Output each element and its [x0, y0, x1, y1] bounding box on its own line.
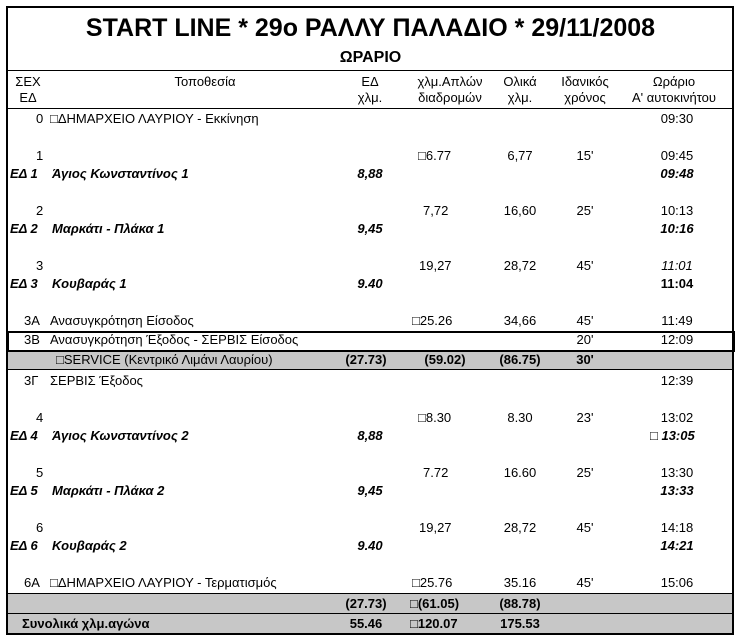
total-grand-total: 175.53 [500, 616, 540, 631]
simple-5: 7.72 [423, 465, 449, 480]
tc-ed1: ΕΔ 1 [10, 166, 38, 181]
col-location-header: Τοποθεσία [174, 74, 236, 89]
ed-grand-total: 55.46 [349, 616, 383, 631]
loc-grand-total: Συνολικά χλμ.αγώνα [22, 616, 150, 631]
loc-ed3: Κουβαράς 1 [52, 276, 127, 291]
loc-service: □SERVICE (Κεντρικό Λιμάνι Λαυρίου) [56, 352, 273, 367]
tc-3g: 3Γ [24, 373, 39, 388]
tc-6a: 6Α [24, 575, 40, 590]
tc-3b: 3Β [24, 332, 40, 347]
ed-ed6: 9.40 [357, 538, 383, 553]
subtotal-band-top [6, 593, 734, 594]
time-2: 10:13 [660, 203, 694, 218]
ed-ed3: 9.40 [357, 276, 383, 291]
ed-ed1: 8,88 [357, 166, 383, 181]
ideal-4: 23' [576, 410, 594, 425]
ed-service: (27.73) [345, 352, 387, 367]
ed-subtotal: (27.73) [345, 596, 387, 611]
time-ed2: 10:16 [660, 221, 694, 236]
simple-1: □6.77 [418, 148, 452, 163]
loc-ed6: Κουβαράς 2 [52, 538, 127, 553]
tc-0: 0 [36, 111, 44, 126]
tc-2: 2 [36, 203, 44, 218]
time-5: 13:30 [660, 465, 694, 480]
simple-2: 7,72 [423, 203, 449, 218]
col-total-header: Ολικά χλμ. [503, 74, 537, 105]
tc-4: 4 [36, 410, 44, 425]
time-4: 13:02 [660, 410, 694, 425]
time-0: 09:30 [660, 111, 694, 126]
ideal-3: 45' [576, 258, 594, 273]
simple-3a: □25.26 [412, 313, 453, 328]
ideal-1: 15' [576, 148, 594, 163]
tc-ed5: ΕΔ 5 [10, 483, 38, 498]
frame-bottom [6, 633, 734, 635]
simple-6: 19,27 [419, 520, 452, 535]
frame-top [6, 6, 734, 8]
total-subtotal: (88.78) [499, 596, 541, 611]
tc-ed6: ΕΔ 6 [10, 538, 38, 553]
simple-grand-total: □120.07 [410, 616, 458, 631]
ed-ed4: 8,88 [357, 428, 383, 443]
col-ed-header: ΕΔ χλμ. [357, 74, 383, 105]
simple-6a: □25.76 [412, 575, 453, 590]
tc-6: 6 [36, 520, 44, 535]
time-3a: 11:49 [661, 313, 693, 328]
page-title: START LINE * 29ο ΡΑΛΛΥ ΠΑΛΑΔΙΟ * 29/11/2008 [85, 14, 656, 42]
simple-subtotal: □(61.05) [410, 596, 460, 611]
tc-ed4: ΕΔ 4 [10, 428, 38, 443]
loc-ed4: Άγιος Κωνσταντίνος 2 [52, 428, 189, 443]
ideal-6a: 45' [576, 575, 594, 590]
ed-ed2: 9,45 [357, 221, 383, 236]
total-service: (86.75) [499, 352, 541, 367]
loc-6a: □ΔΗΜΑΡΧΕΙΟ ΛΑΥΡΙΟΥ - Τερματισμός [50, 575, 277, 590]
ed-ed5: 9,45 [357, 483, 383, 498]
simple-service: (59.02) [424, 352, 466, 367]
tc-1: 1 [36, 148, 44, 163]
time-1: 09:45 [660, 148, 694, 163]
loc-3b: Ανασυγκρότηση Έξοδος - ΣΕΡΒΙΣ Είσοδος [50, 332, 299, 347]
col-sex-header: ΣΕΧ ΕΔ [15, 74, 41, 105]
col-simple-header: χλμ.Απλών διαδρομών [417, 74, 483, 105]
ideal-2: 25' [576, 203, 594, 218]
service-band-bottom [6, 369, 734, 370]
time-3g: 12:39 [660, 373, 694, 388]
total-6: 28,72 [503, 520, 537, 535]
total-6a: 35.16 [503, 575, 537, 590]
total-1: 6,77 [507, 148, 533, 163]
total-4: 8.30 [507, 410, 533, 425]
header-divider [6, 70, 734, 71]
simple-3: 19,27 [419, 258, 452, 273]
loc-3g: ΣΕΡΒΙΣ Έξοδος [50, 373, 143, 388]
loc-ed2: Μαρκάτι - Πλάκα 1 [52, 221, 165, 236]
total-3a: 34,66 [503, 313, 537, 328]
tc-ed3: ΕΔ 3 [10, 276, 38, 291]
time-6: 14:18 [660, 520, 694, 535]
ideal-5: 25' [576, 465, 594, 480]
col-ideal-header: Ιδανικός χρόνος [561, 74, 609, 105]
time-6a: 15:06 [660, 575, 694, 590]
time-ed4: □ 13:05 [650, 428, 695, 443]
time-ed6: 14:21 [660, 538, 694, 553]
tc-3: 3 [36, 258, 44, 273]
time-3: 11:01 [661, 258, 693, 273]
ideal-3a: 45' [576, 313, 594, 328]
simple-4: □8.30 [418, 410, 452, 425]
total-3: 28,72 [503, 258, 537, 273]
column-header-divider [6, 108, 734, 109]
ideal-3b: 20' [576, 332, 594, 347]
page-subtitle: ΩΡΑΡΙΟ [339, 49, 402, 66]
total-5: 16.60 [503, 465, 537, 480]
total-2: 16,60 [503, 203, 537, 218]
total-band-top [6, 613, 734, 614]
time-ed1: 09:48 [660, 166, 694, 181]
loc-ed1: Άγιος Κωνσταντίνος 1 [52, 166, 189, 181]
loc-3a: Ανασυγκρότηση Είσοδος [50, 313, 194, 328]
col-time-header: Ωράριο Α' αυτοκινήτου [632, 74, 716, 105]
tc-5: 5 [36, 465, 44, 480]
tc-3a: 3Α [24, 313, 40, 328]
tc-ed2: ΕΔ 2 [10, 221, 38, 236]
loc-ed5: Μαρκάτι - Πλάκα 2 [52, 483, 165, 498]
time-3b: 12:09 [660, 332, 694, 347]
ideal-service: 30' [576, 352, 594, 367]
loc-0: □ΔΗΜΑΡΧΕΙΟ ΛΑΥΡΙΟΥ - Εκκίνηση [50, 111, 259, 126]
time-ed3: 11:04 [660, 276, 694, 291]
time-ed5: 13:33 [660, 483, 694, 498]
ideal-6: 45' [576, 520, 594, 535]
